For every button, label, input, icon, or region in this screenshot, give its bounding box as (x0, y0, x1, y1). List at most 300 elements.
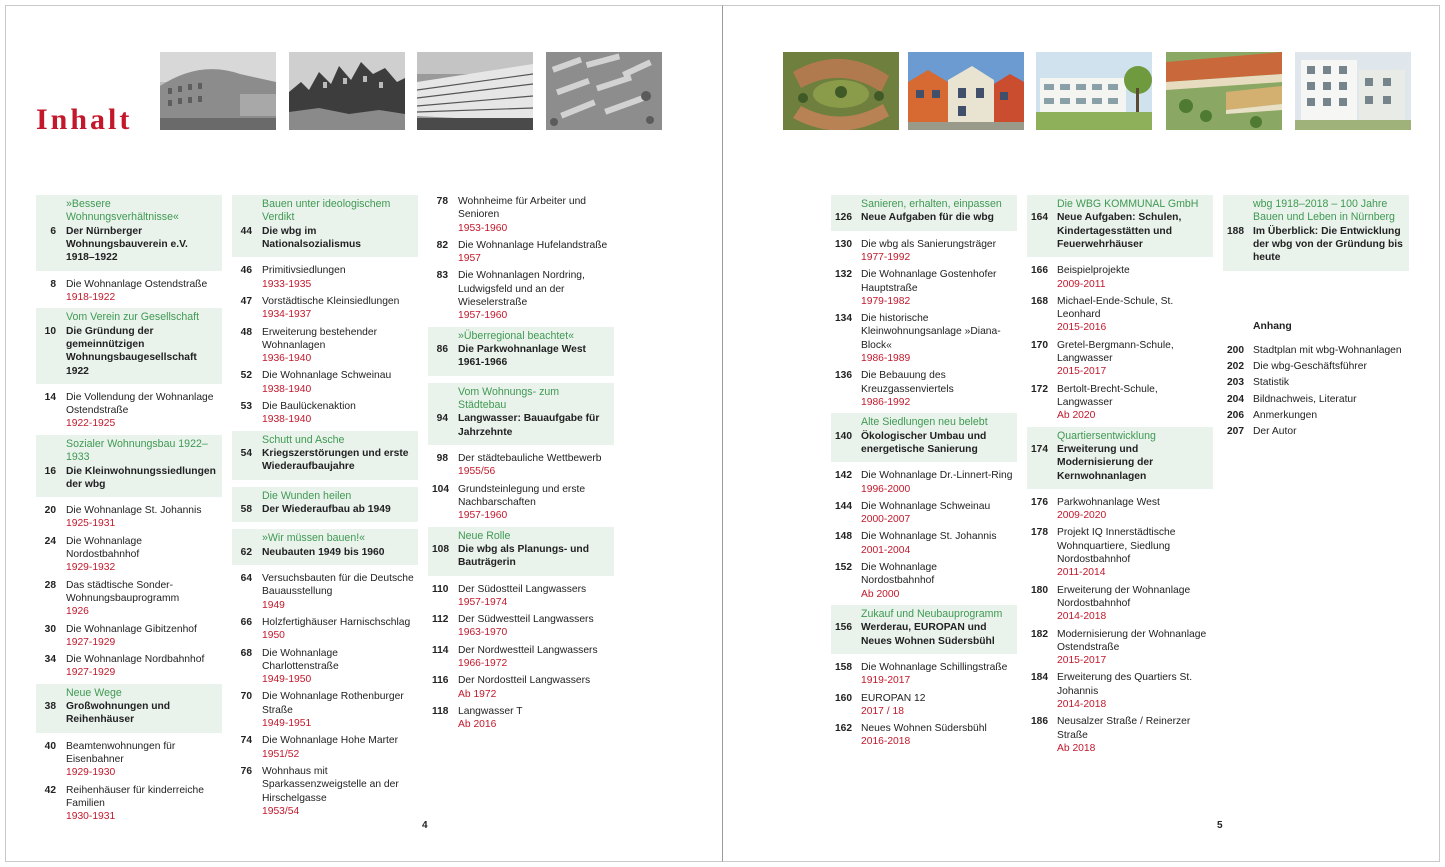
page-number: 70 (240, 691, 252, 703)
toc-entry (428, 674, 614, 701)
toc-entry (36, 504, 222, 531)
page-number: 174 (1031, 443, 1048, 455)
entry-years: Ab 1972 (458, 688, 497, 700)
toc-entry (1027, 715, 1213, 755)
entry-years: 1929-1930 (66, 767, 116, 779)
page-number: 152 (835, 562, 852, 574)
entry-title: Grundsteinlegung und erste Nachbarschaften (458, 483, 586, 508)
section-header (428, 327, 614, 376)
page-number: 47 (240, 296, 252, 307)
section-title: Alte Siedlungen neu belebt (861, 416, 988, 429)
page-number: 140 (835, 430, 852, 442)
entry-title: Primitivsiedlungen (262, 265, 346, 277)
left-page (5, 5, 723, 862)
toc-entry (428, 269, 614, 322)
entry-years: 1949 (262, 599, 285, 611)
section-header (232, 487, 418, 523)
entry-years: 1938-1940 (262, 414, 312, 426)
entry-title: Holzfertighäuser Harnischschlag (262, 616, 411, 628)
entry-years: 1949-1950 (262, 674, 312, 686)
toc-entry (831, 530, 1017, 557)
toc-entry (232, 369, 418, 396)
colorful-townhouses-photo (908, 52, 1024, 130)
entry-years: 1938-1940 (262, 383, 312, 395)
page-number: 186 (1031, 716, 1048, 728)
toc-entry (831, 369, 1017, 409)
entry-title: Die Wohnanlage Hohe Marter (262, 735, 399, 747)
entry-title: EUROPAN 12 (861, 692, 926, 704)
toc-entry (428, 239, 614, 266)
entry-title: Die Baulückenaktion (262, 401, 356, 413)
section-subtitle: Die Parkwohnanlage West 1961-1966 (458, 344, 586, 369)
entry-title: Neues Wohnen Südersbühl (861, 723, 987, 735)
entry-title: Wohnheime für Arbeiter und Senioren (458, 196, 587, 221)
page-number: 188 (1227, 225, 1244, 237)
toc-entry (1223, 393, 1409, 406)
section-header (36, 308, 222, 384)
page-number: 14 (44, 391, 56, 403)
section-subtitle: Werderau, EUROPAN und Neues Wohnen Südersbühl (861, 622, 995, 647)
section-subtitle: Ökologischer Umbau und energetische Sanierung (861, 430, 987, 455)
entry-title: Die Wohnanlage Gostenhofer Hauptstraße (861, 269, 997, 294)
page-number: 34 (44, 654, 56, 666)
page-number: 158 (835, 661, 852, 673)
toc-entry (428, 705, 614, 732)
toc-entry (1027, 584, 1213, 624)
modern-apartments-photo (1295, 52, 1411, 130)
entry-title: Erweiterung bestehender Wohnanlagen (262, 326, 378, 351)
toc-entry (36, 784, 222, 824)
page-number: 184 (1031, 672, 1048, 684)
entry-years: 2015-2017 (1057, 655, 1107, 667)
toc-entry (36, 278, 222, 305)
entry-years: Ab 2020 (1057, 410, 1096, 422)
toc-entry (232, 647, 418, 687)
page-number: 202 (1227, 361, 1244, 372)
toc-entry (831, 268, 1017, 308)
entry-years: 1936-1940 (262, 353, 312, 365)
page-number: 64 (240, 573, 252, 585)
page-number: 136 (835, 370, 852, 382)
entry-title: Die Wohnanlage Schweinau (861, 500, 991, 512)
page-number: 98 (436, 453, 448, 465)
toc-entry (428, 613, 614, 640)
section-title: Die Wunden heilen (262, 489, 352, 502)
section-header (1027, 195, 1213, 257)
page-number: 53 (240, 401, 252, 413)
entry-years: 1926 (66, 606, 89, 618)
entry-title: Gretel-Bergmann-Schule, Langwasser (1057, 339, 1174, 365)
page-number: 170 (1031, 339, 1048, 351)
toc-entry (232, 295, 418, 322)
page-number: 40 (44, 740, 56, 752)
entry-years: 2015-2016 (1057, 322, 1107, 334)
page-number: 58 (240, 504, 252, 516)
toc-entry (1223, 409, 1409, 422)
entry-years: 1953/54 (262, 805, 300, 817)
page-number: 78 (436, 196, 448, 207)
page-number: 156 (835, 622, 852, 634)
section-subtitle: Die Kleinwohnungssiedlungen der wbg (66, 465, 216, 490)
toc-column-5 (1027, 195, 1213, 759)
page-number: 130 (835, 238, 852, 250)
section-title: wbg 1918–2018 – 100 Jahre Bauen und Leben in Nürnberg (1253, 198, 1395, 224)
page-number: 16 (44, 465, 56, 477)
section-title: Vom Verein zur Gesellschaft (66, 311, 200, 324)
entry-years: 1957-1960 (458, 510, 508, 522)
toc-entry (36, 653, 222, 680)
toc-entry (232, 734, 418, 761)
entry-title: Die Wohnanlage Nordostbahnhof (861, 562, 937, 587)
entry-years: 1957-1960 (458, 310, 508, 322)
toc-entry (1223, 376, 1409, 389)
entry-title: Die Wohnanlage St. Johannis (861, 531, 997, 543)
page-number: 116 (432, 675, 449, 687)
entry-title: Die Wohnanlage Schweinau (262, 370, 392, 382)
page-number: 20 (44, 505, 56, 517)
section-subtitle: Im Überblick: Die Entwicklung der wbg von der Gründung bis heute (1253, 225, 1403, 264)
toc-entry (36, 535, 222, 575)
page-number: 166 (1031, 265, 1048, 277)
entry-title: Die Wohnanlage Nordbahnhof (66, 654, 205, 666)
toc-entry (232, 264, 418, 291)
entry-title: Die Wohnanlage Rothenburger Straße (262, 691, 404, 716)
page-number-right: 5 (1217, 820, 1223, 831)
toc-entry (1027, 383, 1213, 423)
page-number: 114 (432, 644, 449, 656)
entry-title: Die Wohnanlagen Nordring, Ludwigsfeld und an der Wieselerstraße (458, 270, 585, 309)
page-number: 10 (44, 325, 56, 337)
entry-title: Versuchsbauten für die Deutsche Bauausstellung (262, 573, 414, 598)
toc-entry (1027, 526, 1213, 579)
entry-years: 2009-2020 (1057, 510, 1107, 522)
section-title: »Bessere Wohnungsverhältnisse« (66, 198, 179, 224)
toc-entry (1223, 425, 1409, 438)
toc-entry (831, 238, 1017, 265)
page-number: 164 (1031, 212, 1048, 224)
toc-entry (1223, 344, 1409, 357)
entry-years: 1927-1929 (66, 636, 116, 648)
entry-title: Die Wohnanlage Charlottenstraße (262, 647, 339, 672)
page-number: 142 (835, 470, 852, 482)
entry-years: 2014-2018 (1057, 699, 1107, 711)
section-header (36, 435, 222, 497)
page-number: 132 (835, 269, 852, 281)
entry-title: Wohnhaus mit Sparkassenzweigstelle an der Hirschelgasse (262, 765, 399, 804)
entry-title: Die wbg als Sanierungsträger (861, 238, 997, 250)
page-number: 8 (50, 278, 56, 290)
section-subtitle: Die Gründung der gemeinnützigen Wohnungsbaugesellschaft 1922 (66, 325, 197, 377)
entry-title: Die Wohnanlage St. Johannis (66, 505, 202, 517)
section-subtitle: Langwasser: Bauaufgabe für Jahrzehnte (458, 413, 600, 438)
entry-years: 1930-1931 (66, 811, 116, 823)
toc-entry (1027, 671, 1213, 711)
entry-years: 1957-1974 (458, 596, 508, 608)
toc-entry (428, 644, 614, 671)
entry-years: 1929-1932 (66, 562, 116, 574)
entry-years: 1934-1937 (262, 309, 312, 321)
toc-entry (232, 765, 418, 818)
page-number: 94 (436, 413, 448, 425)
page-number: 54 (240, 448, 252, 460)
page-number: 203 (1227, 377, 1244, 389)
war-ruins-photo (289, 52, 405, 130)
page-number: 42 (44, 784, 56, 796)
entry-title: Die Bebauung des Kreuzgassenviertels (861, 370, 954, 395)
entry-years: 2015-2017 (1057, 366, 1107, 378)
toc-entry (428, 583, 614, 610)
toc-entry (831, 500, 1017, 527)
section-subtitle: Die wbg als Planungs- und Bauträgerin (458, 543, 590, 569)
page-number: 126 (835, 212, 852, 224)
entry-title: Projekt IQ Innerstädtische Wohnquartiere, Siedlung Nordostbahnhof (1057, 527, 1176, 566)
page-number: 46 (240, 265, 252, 277)
page-number: 182 (1031, 628, 1048, 640)
entry-years: 1949-1951 (262, 718, 312, 730)
entry-title: Die Wohnanlage Hufelandstraße (458, 239, 608, 251)
section-header (831, 413, 1017, 462)
page-number: 134 (835, 313, 852, 325)
entry-title: Langwasser T (458, 705, 523, 717)
section-subtitle: Der Wiederaufbau ab 1949 (262, 504, 391, 516)
page-number: 38 (44, 701, 56, 713)
section-subtitle: Neue Aufgaben: Schulen, Kindertagesstätten und Feuerwehrhäuser (1057, 212, 1182, 250)
entry-title: Stadtplan mit wbg-Wohnanlagen (1253, 344, 1402, 356)
section-title: Die WBG KOMMUNAL GmbH (1057, 198, 1199, 210)
historic-building-photo (160, 52, 276, 130)
toc-entry (36, 740, 222, 780)
entry-years: 2009-2011 (1057, 278, 1106, 290)
entry-title: Die Wohnanlage Dr.-Linnert-Ring (861, 470, 1013, 482)
page-number-left: 4 (422, 820, 428, 831)
appendix-heading: Anhang (1253, 320, 1292, 332)
entry-years: Ab 2018 (1057, 742, 1096, 754)
entry-years: 1986-1992 (861, 396, 911, 408)
toc-entry (831, 312, 1017, 365)
entry-title: Erweiterung des Quartiers St. Johannis (1057, 672, 1193, 697)
aerial-settlement-photo (546, 52, 662, 130)
entry-years: Ab 2016 (458, 719, 497, 731)
entry-title: Anmerkungen (1253, 409, 1318, 421)
entry-title: Bertolt-Brecht-Schule, Langwasser (1057, 383, 1158, 408)
section-subtitle: Neubauten 1949 bis 1960 (262, 546, 385, 558)
page-number: 200 (1227, 344, 1244, 356)
toc-entry (831, 661, 1017, 688)
toc-entry (36, 391, 222, 431)
page-number: 118 (432, 705, 449, 717)
page-number: 6 (50, 225, 56, 237)
section-header (232, 431, 418, 480)
entry-title: Die Vollendung der Wohnanlage Ostendstraße (66, 391, 214, 417)
entry-title: Der Autor (1253, 426, 1297, 438)
page-number: 180 (1031, 584, 1048, 596)
page-number: 82 (436, 239, 448, 251)
entry-years: 1950 (262, 630, 285, 642)
page-number: 104 (432, 483, 449, 495)
page-number: 24 (44, 535, 56, 547)
entry-title: Der Südostteil Langwassers (458, 583, 587, 595)
entry-title: Der Nordwestteil Langwassers (458, 644, 598, 656)
highrise-housing-photo (417, 52, 533, 130)
entry-title: Michael-Ende-Schule, St. Leonhard (1057, 295, 1174, 321)
section-header (831, 605, 1017, 654)
section-header (1223, 195, 1409, 271)
toc-entry (36, 579, 222, 619)
section-header (232, 529, 418, 565)
toc-entry (232, 400, 418, 427)
section-header (232, 195, 418, 257)
page-number: 206 (1227, 409, 1244, 421)
page-number: 28 (44, 579, 56, 591)
section-title: »Überregional beachtet« (458, 329, 575, 342)
page-number: 112 (432, 614, 449, 626)
entry-years: 1927-1929 (66, 667, 116, 679)
entry-title: Neusalzer Straße / Reinerzer Straße (1057, 716, 1191, 741)
page-number: 110 (432, 583, 449, 595)
entry-years: 2000-2007 (861, 514, 911, 526)
section-title: Neue Rolle (458, 529, 511, 542)
toc-entry (831, 692, 1017, 719)
toc-entry (1223, 360, 1409, 373)
entry-title: Beispielprojekte (1057, 265, 1130, 277)
section-subtitle: Die wbg im Nationalsozialismus (262, 225, 361, 251)
right-page (722, 5, 1440, 862)
section-subtitle: Der Nürnberger Wohnungsbauverein e.V. 1918–1922 (66, 225, 188, 264)
toc-entry (1027, 628, 1213, 668)
entry-title: Modernisierung der Wohnanlage Ostendstraße (1057, 628, 1207, 653)
toc-entry (428, 483, 614, 523)
entry-years: 1922-1925 (66, 418, 116, 430)
toc-entry (1027, 295, 1213, 335)
toc-entry (428, 195, 614, 235)
section-title: Zukauf und Neubauprogramm (861, 607, 1003, 620)
page-number: 68 (240, 647, 252, 659)
page-number: 207 (1227, 426, 1244, 438)
toc-entry (831, 469, 1017, 496)
toc-entry (232, 326, 418, 366)
page-number: 62 (240, 546, 252, 558)
page-number: 144 (835, 500, 852, 512)
entry-title: Der städtebauliche Wettbewerb (458, 453, 602, 465)
toc-entry (232, 690, 418, 730)
toc-column-4 (831, 195, 1017, 753)
toc-entry (831, 561, 1017, 601)
entry-years: 1996-2000 (861, 483, 911, 495)
toc-entry (1027, 339, 1213, 379)
entry-title: Vorstädtische Kleinsiedlungen (262, 296, 400, 307)
section-header (831, 195, 1017, 231)
entry-title: Statistik (1253, 377, 1290, 389)
entry-title: Der Nordostteil Langwassers (458, 675, 591, 687)
page-number: 76 (240, 765, 252, 777)
entry-years: 1955/56 (458, 466, 496, 478)
entry-years: 2001-2004 (861, 544, 911, 556)
section-header (428, 383, 614, 445)
page-number: 66 (240, 616, 252, 628)
section-header (428, 527, 614, 576)
section-header (1027, 427, 1213, 489)
entry-title: Die Wohnanlage Schillingstraße (861, 661, 1008, 673)
page-number: 178 (1031, 527, 1048, 539)
modern-white-building-photo (1036, 52, 1152, 130)
page-number: 108 (432, 543, 449, 555)
toc-entry (428, 452, 614, 479)
entry-title: Reihenhäuser für kinderreiche Familien (66, 784, 204, 809)
toc-column-3 (428, 195, 614, 736)
entry-years: 1977-1992 (861, 252, 911, 263)
toc-entry (36, 623, 222, 650)
section-header (36, 195, 222, 271)
page-number: 44 (240, 225, 252, 237)
entry-title: Die Wohnanlage Nordostbahnhof (66, 535, 142, 561)
section-title: Neue Wege (66, 686, 122, 699)
toc-entry (831, 722, 1017, 749)
page-number: 160 (835, 692, 852, 704)
entry-years: 2014-2018 (1057, 611, 1107, 623)
aerial-housing-photo (783, 52, 899, 130)
toc-entry (1027, 264, 1213, 291)
page-number: 83 (436, 270, 448, 282)
page-number: 86 (436, 344, 448, 356)
entry-title: Der Südwestteil Langwassers (458, 614, 594, 626)
entry-years: 1957 (458, 253, 481, 265)
entry-title: Parkwohnanlage West (1057, 496, 1160, 508)
entry-years: 1979-1982 (861, 295, 911, 307)
page-number: 176 (1031, 496, 1048, 508)
section-title: Sozialer Wohnungsbau 1922–1933 (66, 437, 208, 464)
section-subtitle: Kriegszerstörungen und erste Wiederaufbaujahre (262, 448, 409, 473)
entry-title: Erweiterung der Wohnanlage Nordostbahnhof (1057, 584, 1191, 609)
entry-years: 1986-1989 (861, 353, 911, 365)
entry-years: 2017 / 18 (861, 705, 904, 717)
entry-years: 1953-1960 (458, 222, 508, 234)
section-subtitle: Erweiterung und Modernisierung der Kernwohnanlagen (1057, 443, 1154, 482)
entry-title: Die historische Kleinwohnungsanlage »Diana-Block« (861, 313, 1001, 351)
section-title: Sanieren, erhalten, einpassen (861, 198, 1002, 210)
section-header (36, 684, 222, 733)
page-number: 204 (1227, 393, 1244, 405)
entry-years: Ab 2000 (861, 588, 900, 600)
section-title: Vom Wohnungs- zum Städtebau (458, 385, 560, 412)
section-title: Schutt und Asche (262, 433, 345, 446)
courtyard-aerial-photo (1166, 52, 1282, 130)
entry-years: 1963-1970 (458, 627, 508, 639)
entry-years: 2016-2018 (861, 736, 911, 748)
toc-column-1 (36, 195, 222, 828)
toc-entry (232, 616, 418, 643)
section-subtitle: Neue Aufgaben für die wbg (861, 212, 994, 224)
page-number: 162 (835, 723, 852, 735)
section-subtitle: Großwohnungen und Reihenhäuser (66, 701, 171, 726)
entry-title: Die Wohnanlage Ostendstraße (66, 278, 208, 290)
page-number: 148 (835, 531, 852, 543)
page-number: 168 (1031, 295, 1048, 307)
toc-column-6 (1223, 195, 1409, 441)
entry-years: 1966-1972 (458, 658, 508, 670)
page-number: 172 (1031, 383, 1048, 395)
section-title: »Wir müssen bauen!« (262, 532, 366, 545)
entry-title: Die Wohnanlage Gibitzenhof (66, 623, 197, 635)
page-number: 52 (240, 370, 252, 382)
section-title: Bauen unter ideologischem Verdikt (262, 198, 391, 224)
page-number: 74 (240, 735, 252, 747)
toc-entry (1027, 496, 1213, 523)
page-title: Inhalt (36, 103, 133, 136)
toc-column-2 (232, 195, 418, 822)
entry-years: 2011-2014 (1057, 567, 1106, 579)
page-number: 30 (44, 623, 56, 635)
entry-years: 1933-1935 (262, 278, 312, 290)
